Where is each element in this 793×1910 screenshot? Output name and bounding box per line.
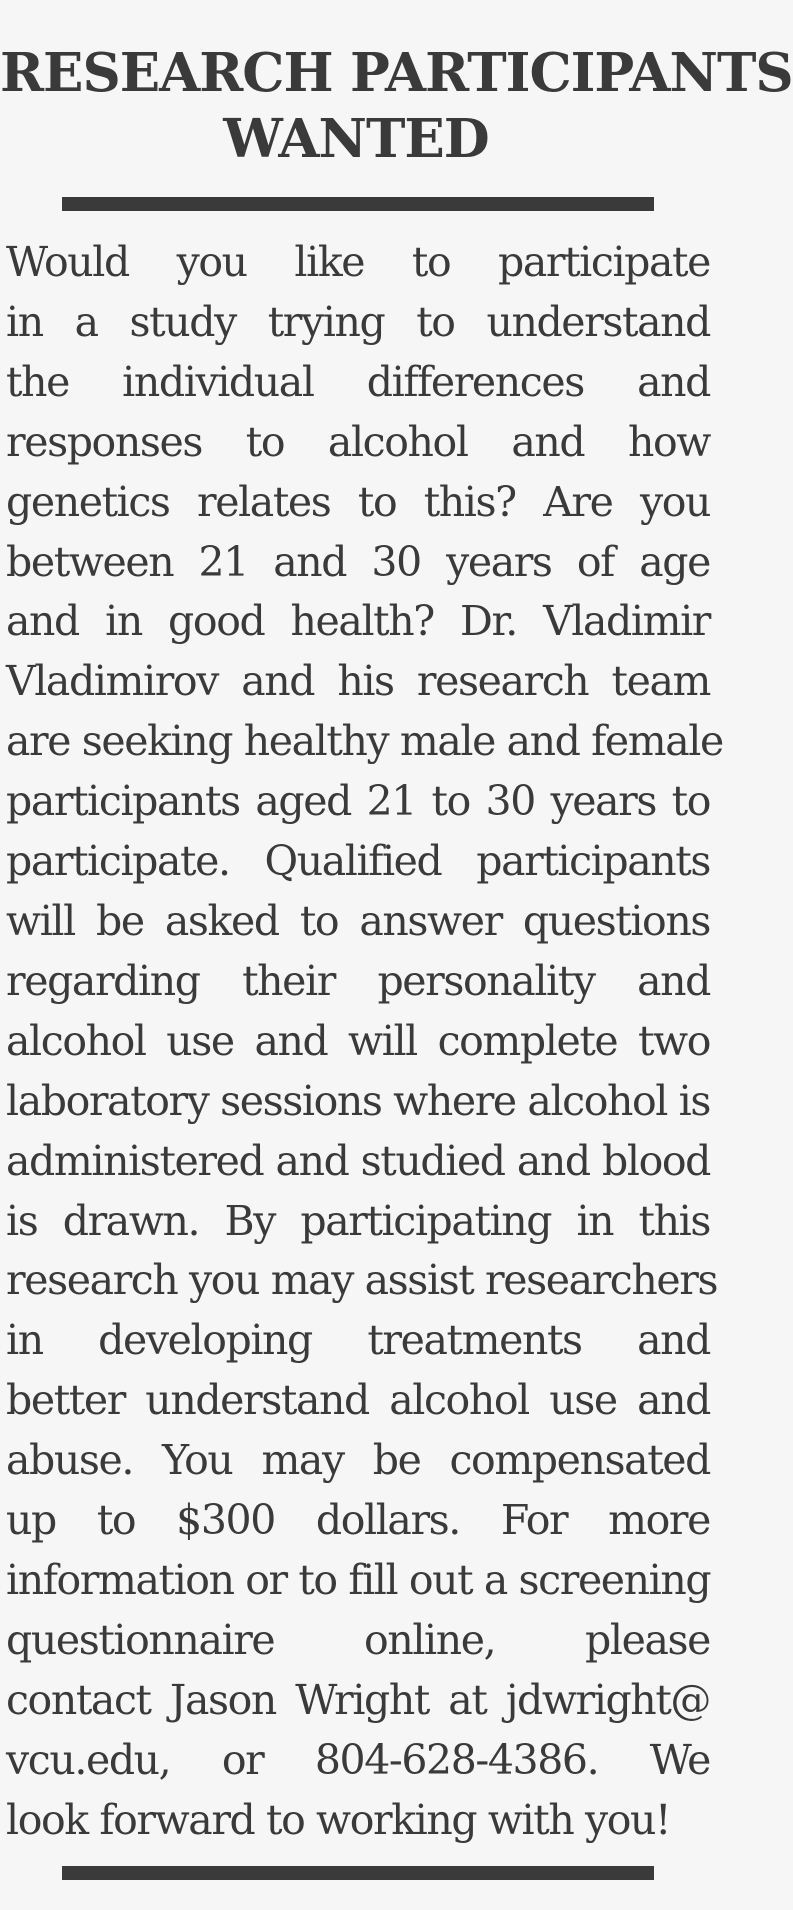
body-line: Would you like to participate — [6, 238, 710, 286]
body-line: better understand alcohol use and — [6, 1376, 710, 1425]
bottom-divider — [62, 1866, 654, 1880]
headline-line-1: RESEARCH PARTICIPANTS — [0, 42, 793, 104]
body-line: regarding their personality and — [6, 956, 710, 1005]
body-line: contact Jason Wright at jdwright@ — [6, 1675, 710, 1724]
ad-body-text — [6, 233, 723, 1850]
body-line: administered and studied and blood — [6, 1136, 710, 1185]
body-line: vcu.edu, or 804-628-4386. We — [6, 1735, 710, 1784]
body-line: responses to alcohol and how — [6, 417, 710, 466]
body-line: look forward to working with you! — [6, 1795, 671, 1844]
body-line: between 21 and 30 years of age — [6, 537, 710, 586]
body-line: will be asked to answer questions — [6, 896, 710, 945]
body-line: genetics relates to this? Are you — [6, 477, 710, 526]
body-line: up to $300 dollars. For more — [6, 1496, 710, 1545]
body-line: Vladimirov and his research team — [6, 657, 710, 706]
body-line: research you may assist researchers — [6, 1256, 718, 1305]
body-line: participants aged 21 to 30 years to — [6, 777, 710, 826]
body-line: is drawn. By participating in this — [6, 1196, 710, 1245]
body-line: information or to fill out a screening — [6, 1555, 711, 1604]
body-line: in developing treatments and — [6, 1316, 710, 1365]
body-line: and in good health? Dr. Vladimir — [6, 597, 710, 646]
body-line: are seeking healthy male and female — [6, 717, 723, 766]
body-line: abuse. You may be compensated — [6, 1436, 710, 1485]
body-line: in a study trying to understand — [6, 297, 710, 346]
ad-headline — [0, 40, 793, 172]
top-divider — [62, 197, 654, 211]
body-line: participate. Qualified participants — [6, 837, 710, 886]
body-line: laboratory sessions where alcohol is — [6, 1076, 710, 1125]
body-line: alcohol use and will complete two — [6, 1016, 710, 1065]
headline-line-2: WANTED — [223, 108, 489, 170]
body-line: questionnaire online, please — [6, 1615, 710, 1664]
body-line: the individual differences and — [6, 357, 710, 406]
